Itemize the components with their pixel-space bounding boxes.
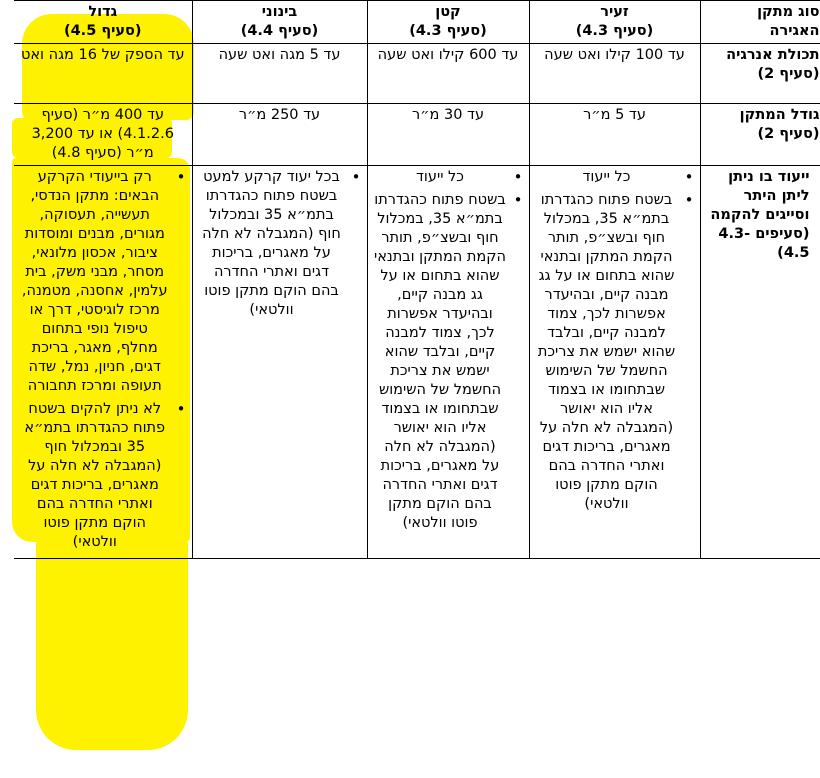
storage-facility-table [14, 0, 820, 559]
zoning-large-bullet-1: • רק בייעודי הקרקע הבאים: מתקן הנדסי, תעשייה, תעסוקה, מגורים, מבנים ומוסדות ציבור, אכסון מלונאי, מסחר, מבני משק, בית עלמין, אחסנה, מטמנה, מרכז לוגיסטי, דרך או טיפול נופי בתחום מחלף, מאגר, בריכת דגים, חניון, נמל, שדה תעופה ומרכז תחבורה [20, 168, 170, 396]
zoning-small [367, 166, 529, 559]
size-row [14, 104, 820, 166]
zoning-small-bullet-1: • כל ייעוד [374, 168, 507, 187]
highlight-marker [36, 540, 188, 750]
zoning-large-bullet-2: • לא ניתן להקים בשטח פתוח כהגדרתו בתמ״א 35 ובמכלול חוף (המגבלה לא חלה על מאגרים, בריכות דגים ואתרי החדרה בהם הוקם מתקן פוטו וולטאי) [20, 400, 170, 552]
size-tiny: עד 5 מ״ר [529, 104, 700, 166]
zoning-tiny [529, 166, 700, 559]
header-medium [192, 1, 367, 44]
header-tiny [529, 1, 700, 44]
size-large: עד 400 מ״ר (סעיף 4.1.2.6) או עד 3,200 מ״ר (סעיף 4.8) [14, 104, 192, 166]
zoning-medium-bullet-1: • בכל יעוד קרקע למעט בשטח פתוח כהגדרתו בתמ״א 35 ובמכלול חוף (המגבלה לא חלה על מאגרים, בריכות דגים ואתרי החדרה בהם הוקם מתקן פוטו וולטאי) [199, 168, 345, 320]
zoning-row-header: ייעוד בו ניתן ליתן היתר וסייגים להקמה (סעיפים 4.3-4.5) [700, 166, 820, 559]
zoning-medium [192, 166, 367, 559]
zoning-large [14, 166, 192, 559]
energy-medium: עד 5 מגה ואט שעה [192, 44, 367, 104]
energy-row [14, 44, 820, 104]
header-small [367, 1, 529, 44]
energy-small: עד 600 קילו ואט שעה [367, 44, 529, 104]
header-medium-section: (סעיף 4.4) [240, 23, 319, 39]
header-tiny-section: (סעיף 4.3) [575, 23, 654, 39]
zoning-row [14, 166, 820, 559]
header-type [700, 1, 820, 44]
header-small-name: קטן [435, 4, 461, 20]
energy-large: עד הספק של 16 מגה ואט [14, 44, 192, 104]
header-large [14, 1, 192, 44]
size-medium: עד 250 מ״ר [192, 104, 367, 166]
header-medium-name: בינוני [261, 4, 298, 20]
zoning-tiny-bullet-1: • כל ייעוד [536, 168, 678, 187]
energy-tiny: עד 100 קילו ואט שעה [529, 44, 700, 104]
zoning-small-bullet-2: • בשטח פתוח כהגדרתו בתמ״א 35, במכלול חוף ובשצ״פ, תותר הקמת המתקן ובתנאי שהוא בתחום או על גג מבנה קיים, ובהיעדר אפשרות לכך, צמוד למבנה קיים, ובלבד שהוא ישמש את צריכת החשמל של השימוש שבתחומו או בצמוד אליו הוא יאושר (המגבלה לא חלה על מאגרים, בריכות דגים ואתרי החדרה בהם הוקם מתקן פוטו וולטאי) [374, 191, 507, 533]
header-tiny-name: זעיר [600, 4, 629, 20]
zoning-tiny-bullet-2: • בשטח פתוח כהגדרתו בתמ״א 35, במכלול חוף ובשצ״פ, תותר הקמת המתקן ובתנאי שהוא בתחום או על גג מבנה קיים, ובהיעדר אפשרות לכך, צמוד למבנה קיים, ובלבד שהוא ישמש את צריכת החשמל של השימוש שבתחומו או בצמוד אליו הוא יאושר (המגבלה לא חלה על מאגרים, בריכות דגים ואתרי החדרה בהם הוקם מתקן פוטו וולטאי) [536, 191, 678, 514]
header-row [14, 1, 820, 44]
energy-row-header: תכולת אנרגיה (סעיף 2) [700, 44, 820, 104]
header-type-line1: סוג מתקן [757, 4, 820, 20]
header-large-name: גדול [88, 4, 118, 20]
header-type-line2: האגירה [769, 23, 820, 39]
header-small-section: (סעיף 4.3) [409, 23, 487, 39]
header-large-section: (סעיף 4.5) [63, 23, 142, 39]
size-row-header: גודל המתקן (סעיף 2) [700, 104, 820, 166]
size-small: עד 30 מ״ר [367, 104, 529, 166]
